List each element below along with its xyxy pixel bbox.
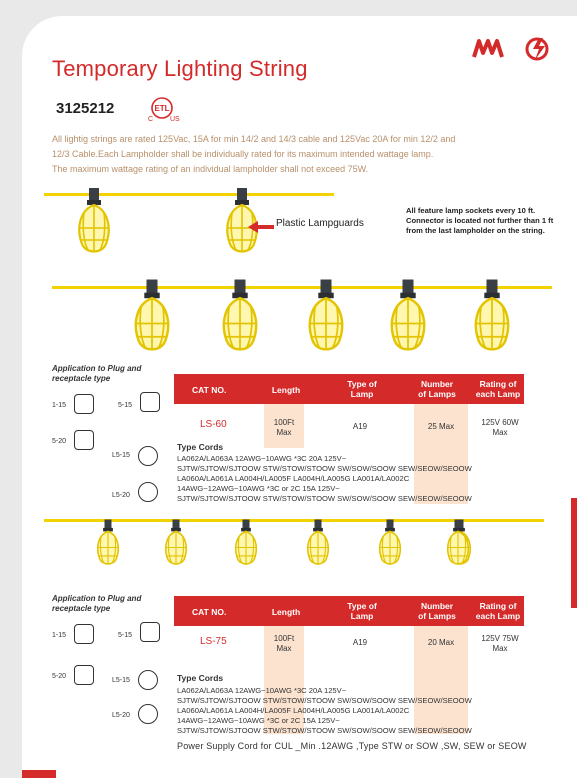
- hdr-cat-1: CAT NO.: [192, 385, 227, 395]
- plug-l5-15-icon-b: [138, 670, 158, 690]
- plug-label-l5-20-b: L5-20: [112, 712, 130, 719]
- plug-label-1-15-b: 1-15: [52, 632, 67, 639]
- hdr-length-1: Length: [271, 385, 301, 395]
- lamp-cage-c-4-icon: [304, 514, 332, 579]
- plug-l5-15-icon: [138, 446, 158, 466]
- intro-line-2: 12/3 Cable.Each Lampholder shall be individually rated for its maximum intended wattage lamp.: [52, 149, 434, 159]
- intro-line-3: The maximum wattage rating of an individual lampholder shall not exceed 75W.: [52, 164, 369, 174]
- plug-5-15-icon-b: [140, 622, 160, 642]
- lamp-cage-b-5-icon: [470, 278, 514, 363]
- intro-line-1: All lightig strings are rated 125Vac, 15A for min 14/2 and 14/3 cable and 125Vac 20A for min 12/2 and: [52, 134, 456, 144]
- lamp-value-1: A19: [352, 422, 368, 431]
- app-label-1: Application to Plug and receptacle type: [52, 364, 142, 383]
- plug-label-l5-15: L5-15: [112, 452, 130, 459]
- spec-header-1: [174, 374, 524, 404]
- lamp-value-2: A19: [352, 638, 368, 647]
- plug-label-l5-20: L5-20: [112, 492, 130, 499]
- plug-5-20-icon-b: [74, 665, 94, 685]
- length-value-1: 100Ft Max: [273, 418, 295, 437]
- cat-value-1: LS-60: [200, 419, 227, 430]
- footer-note: Power Supply Cord for CUL _Min .12AWG ,Type STW or SOW ,SW, SEW or SEOW: [177, 741, 527, 751]
- plug-1-15-icon-b: [74, 624, 94, 644]
- catalog-page: [22, 16, 577, 778]
- feature-note: All feature lamp sockets every 10 ft. Connector is located not further than 1 ft from the last lampholder on the string.: [406, 206, 554, 235]
- plug-label-5-15-b: 5-15: [118, 632, 133, 639]
- lamp-cage-c-3-icon: [232, 514, 260, 579]
- hdr-length-2: Length: [271, 607, 301, 617]
- plug-label-l5-15-b: L5-15: [112, 677, 130, 684]
- lamp-cage-b-1-icon: [130, 278, 174, 363]
- lightning-logo-icon: [518, 36, 558, 62]
- plug-label-1-15: 1-15: [52, 402, 67, 409]
- plug-l5-20-icon: [138, 482, 158, 502]
- plug-l5-20-icon-b: [138, 704, 158, 724]
- hdr-rating-1: Rating of each Lamp: [475, 379, 521, 399]
- hdr-type-lamp-2: Type of Lamp: [347, 601, 377, 621]
- plug-label-5-15: 5-15: [118, 402, 133, 409]
- length-value-2: 100Ft Max: [273, 634, 295, 653]
- brand-logos: [468, 36, 558, 62]
- intro-text: [52, 132, 462, 177]
- lamp-cage-c-1-icon: [94, 514, 122, 579]
- type-cords-label-1: Type Cords: [177, 442, 224, 452]
- lamp-cage-b-4-icon: [386, 278, 430, 363]
- lamp-cage-b-3-icon: [304, 278, 348, 363]
- count-value-2: 20 Max: [427, 638, 455, 647]
- rating-value-1: 125V 60W Max: [481, 418, 519, 437]
- lamp-cage-a-1-icon: [74, 188, 114, 263]
- plug-5-15-icon: [140, 392, 160, 412]
- hdr-num-lamps-1: Number of Lamps: [418, 379, 456, 399]
- plug-label-5-20-b: 5-20: [52, 673, 67, 680]
- catalog-number: 3125212: [56, 100, 115, 117]
- lampguard-callout: Plastic Lampguards: [276, 218, 364, 229]
- cat-value-2: LS-75: [200, 636, 227, 647]
- etl-c-text: C: [148, 116, 154, 123]
- page-title: Temporary Lighting String: [52, 56, 308, 81]
- etl-mark-text: ETL: [154, 104, 170, 113]
- rating-value-2: 125V 75W Max: [481, 634, 519, 653]
- plug-5-20-icon: [74, 430, 94, 450]
- etl-listed-icon: [142, 95, 182, 123]
- etl-us-text: US: [170, 116, 180, 123]
- cords-list-1: LA062A/LA063A 12AWG~10AWG *3C 20A 125V~ SJTW/SJTOW/SJTOOW STW/STOW/STOOW SW/SOW/SOOW SEW/SEOW/SEOOW LA060A/LA061A LA004H/LA005F LA004H/LA005G LA001A/LA002C 14AWG~12AWG~10AWG *3C or 2C 15A 125V~ SJTW/SJTOW/SJTOOW STW/STOW/STOOW SW/SOW/SOOW SEW/SEOW/SEOOW: [177, 454, 472, 503]
- hdr-type-lamp-1: Type of Lamp: [347, 379, 377, 399]
- spec-header-2: [174, 596, 524, 626]
- lamp-cage-b-2-icon: [218, 278, 262, 363]
- count-value-1: 25 Max: [427, 422, 455, 431]
- cords-list-2: LA062A/LA063A 12AWG~10AWG *3C 20A 125V~ SJTW/SJTOW/SJTOOW STW/STOW/STOOW SW/SOW/SOOW SEW/SEOW/SEOOW LA060A/LA061A LA004H/LA005F LA004H/LA005G LA001A/LA002C 14AWG~12AWG~10AWG *3C or 2C 15A 125V~ SJTW/SJTOW/SJTOOW STW/STOW/STOOW SW/SOW/SOOW SEW/SEOW/SEOOW: [177, 686, 472, 735]
- lamp-cage-c-5-icon: [376, 514, 404, 579]
- lamp-cage-c-2-icon: [162, 514, 190, 579]
- app-label-2: Application to Plug and receptacle type: [52, 594, 142, 613]
- plug-label-5-20: 5-20: [52, 438, 67, 445]
- hdr-rating-2: Rating of each Lamp: [475, 601, 521, 621]
- plug-1-15-icon: [74, 394, 94, 414]
- brand-logo-icon: [468, 36, 508, 62]
- side-tab: [571, 498, 577, 608]
- type-cords-label-2: Type Cords: [177, 673, 224, 683]
- hdr-num-lamps-2: Number of Lamps: [418, 601, 456, 621]
- lamp-cage-c-7-icon: [444, 514, 472, 579]
- hdr-cat-2: CAT NO.: [192, 607, 227, 617]
- arrow-left-icon: [248, 221, 274, 233]
- bottom-accent: [22, 770, 56, 778]
